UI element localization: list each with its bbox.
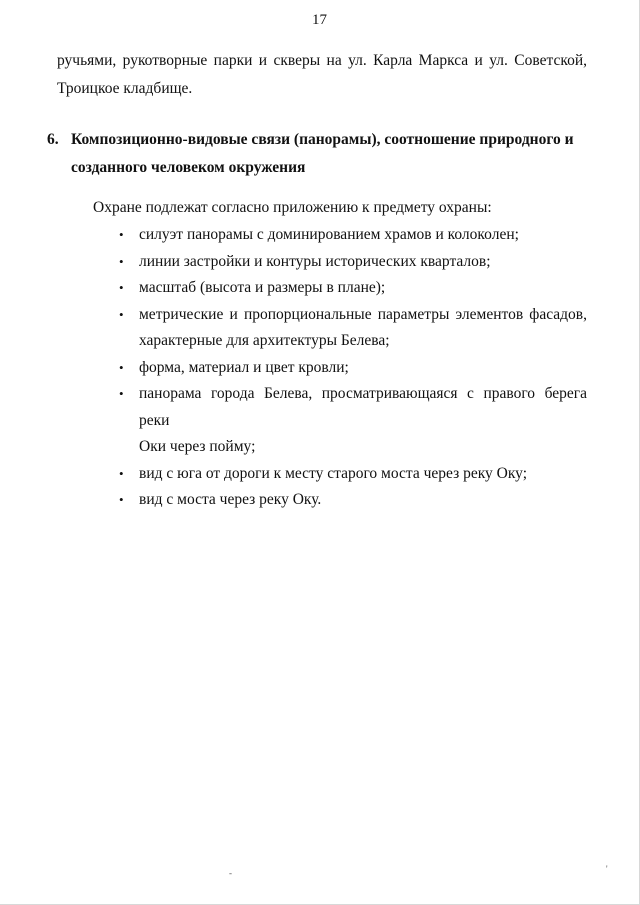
list-item (119, 249, 587, 276)
bullet-icon: • (119, 386, 124, 401)
bullet-icon: • (119, 253, 124, 269)
section-title-line: созданного человеком окружения (71, 159, 306, 176)
bullet-icon: • (119, 465, 124, 481)
list-item (119, 302, 587, 355)
list-item (119, 355, 587, 382)
list-item-text: вид с юга от дороги к месту старого моста через реку Оку; (139, 464, 528, 482)
list-item (119, 487, 587, 514)
list-item-text: характерные для архитектуры Белева; (139, 332, 390, 349)
paragraph-line: Троицкое кладбище. (57, 80, 193, 97)
list-item (119, 222, 587, 249)
list-item-text: вид с моста через реку Оку. (139, 491, 322, 508)
section-number: 6. (47, 131, 59, 148)
bullet-icon: • (119, 280, 124, 295)
intro-text: Охране подлежат согласно приложению к предмету охраны: (93, 199, 492, 216)
bullet-icon: • (119, 359, 124, 375)
paragraph-continuation (57, 47, 587, 103)
bullet-icon: • (119, 306, 124, 322)
list-item-text: линии застройки и контуры исторических кварталов; (139, 252, 491, 270)
list-item (119, 461, 587, 488)
list-item (119, 275, 587, 302)
section-heading (47, 126, 587, 182)
list-item-text: Оки через пойму; (139, 438, 256, 455)
bullet-icon: • (119, 227, 124, 242)
bullet-list (0, 222, 640, 514)
list-item-text: панорама города Белева, просматривающаяся с правого берега реки (139, 385, 587, 429)
list-item-text: силуэт панорамы с доминированием храмов и колоколен; (139, 226, 519, 243)
list-item-text: метрические и пропорциональные параметры элементов фасадов, (139, 305, 587, 323)
scan-mark: ' (606, 864, 608, 874)
paragraph-line: ручьями, рукотворные парки и скверы на ул. Карла Маркса и ул. Советской, (57, 52, 587, 69)
section-title-line: Композиционно-видовые связи (панорамы), соотношение природного и (71, 131, 574, 148)
list-item-text: масштаб (высота и размеры в плане); (139, 279, 386, 296)
page-number: 17 (312, 12, 327, 28)
scan-mark: - (229, 868, 232, 878)
list-item-text: форма, материал и цвет кровли; (139, 358, 349, 376)
list-item (119, 381, 587, 461)
bullet-icon: • (119, 492, 124, 507)
